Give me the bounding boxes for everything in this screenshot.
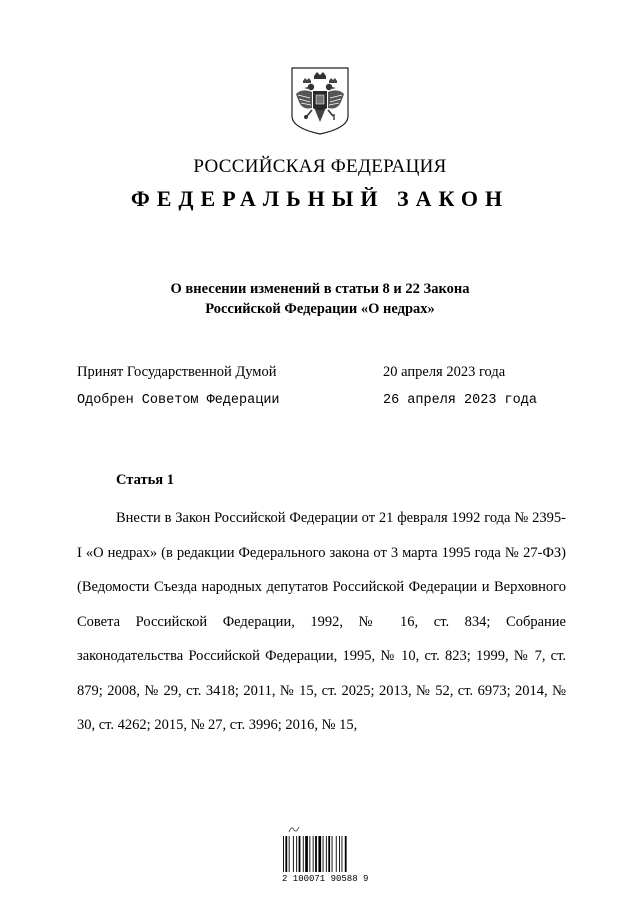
barcode-bar — [283, 836, 284, 872]
law-type-heading: ФЕДЕРАЛЬНЫЙ ЗАКОН — [130, 186, 510, 211]
barcode-bar — [285, 836, 287, 872]
barcode-bar — [309, 836, 310, 872]
country-name: РОССИЙСКАЯ ФЕДЕРАЦИЯ — [193, 156, 447, 177]
barcode-bar — [339, 836, 340, 872]
signature-mark-icon — [288, 824, 300, 834]
barcode-bar — [345, 836, 347, 872]
article-heading: Статья 1 — [116, 472, 174, 488]
barcode-bar — [336, 836, 337, 872]
duma-adoption-label: Принят Государственной Думой — [77, 364, 277, 380]
law-title-line-2: Российской Федерации «О недрах» — [205, 301, 435, 317]
barcode-bar — [326, 836, 327, 872]
barcode-number: 2 100071 90588 9 — [282, 874, 369, 884]
barcode-bar — [303, 836, 304, 872]
article-body-text: Внести в Закон Российской Федерации от 21 февраля 1992 года № 2395-I «О недрах» (в редакции Федерального закона от 3 марта 1995 года № 27-ФЗ) (Ведомости Съезда народных депутатов Российской Федерации и Верховного Совета Российской Федерации, 1992, № 16, ст. 834; Собрание законодательства Российской Федерации, 1995, № 10, ст. 823; 1999, № 7, ст. 879; 2008, № 29, ст. 3418; 2011, № 15, ст. 2025; 2013, № 52, ст. 6973; 2014, № 30, ст. 4262; 2015, № 27, ст. 3996; 2016, № 15, — [77, 510, 566, 733]
barcode-icon — [282, 836, 360, 872]
barcode-bar — [342, 836, 343, 872]
barcode-bar — [323, 836, 324, 872]
barcode-bar — [289, 836, 290, 872]
barcode-bar — [332, 836, 333, 872]
double-headed-eagle-emblem-icon — [288, 64, 352, 136]
barcode-bar — [318, 836, 321, 872]
barcode-bar — [328, 836, 330, 872]
law-title — [0, 279, 640, 319]
barcode-bar — [299, 836, 301, 872]
council-approval-label: Одобрен Советом Федерации — [77, 393, 280, 408]
barcode-bar — [293, 836, 294, 872]
barcode-bar — [296, 836, 297, 872]
duma-adoption-date: 20 апреля 2023 года — [383, 364, 506, 380]
barcode-bar — [305, 836, 308, 872]
barcode-bar — [313, 836, 314, 872]
law-title-line-1: О внесении изменений в статьи 8 и 22 Закона — [170, 281, 470, 297]
barcode-bar — [315, 836, 317, 872]
council-approval-date: 26 апреля 2023 года — [383, 393, 537, 408]
